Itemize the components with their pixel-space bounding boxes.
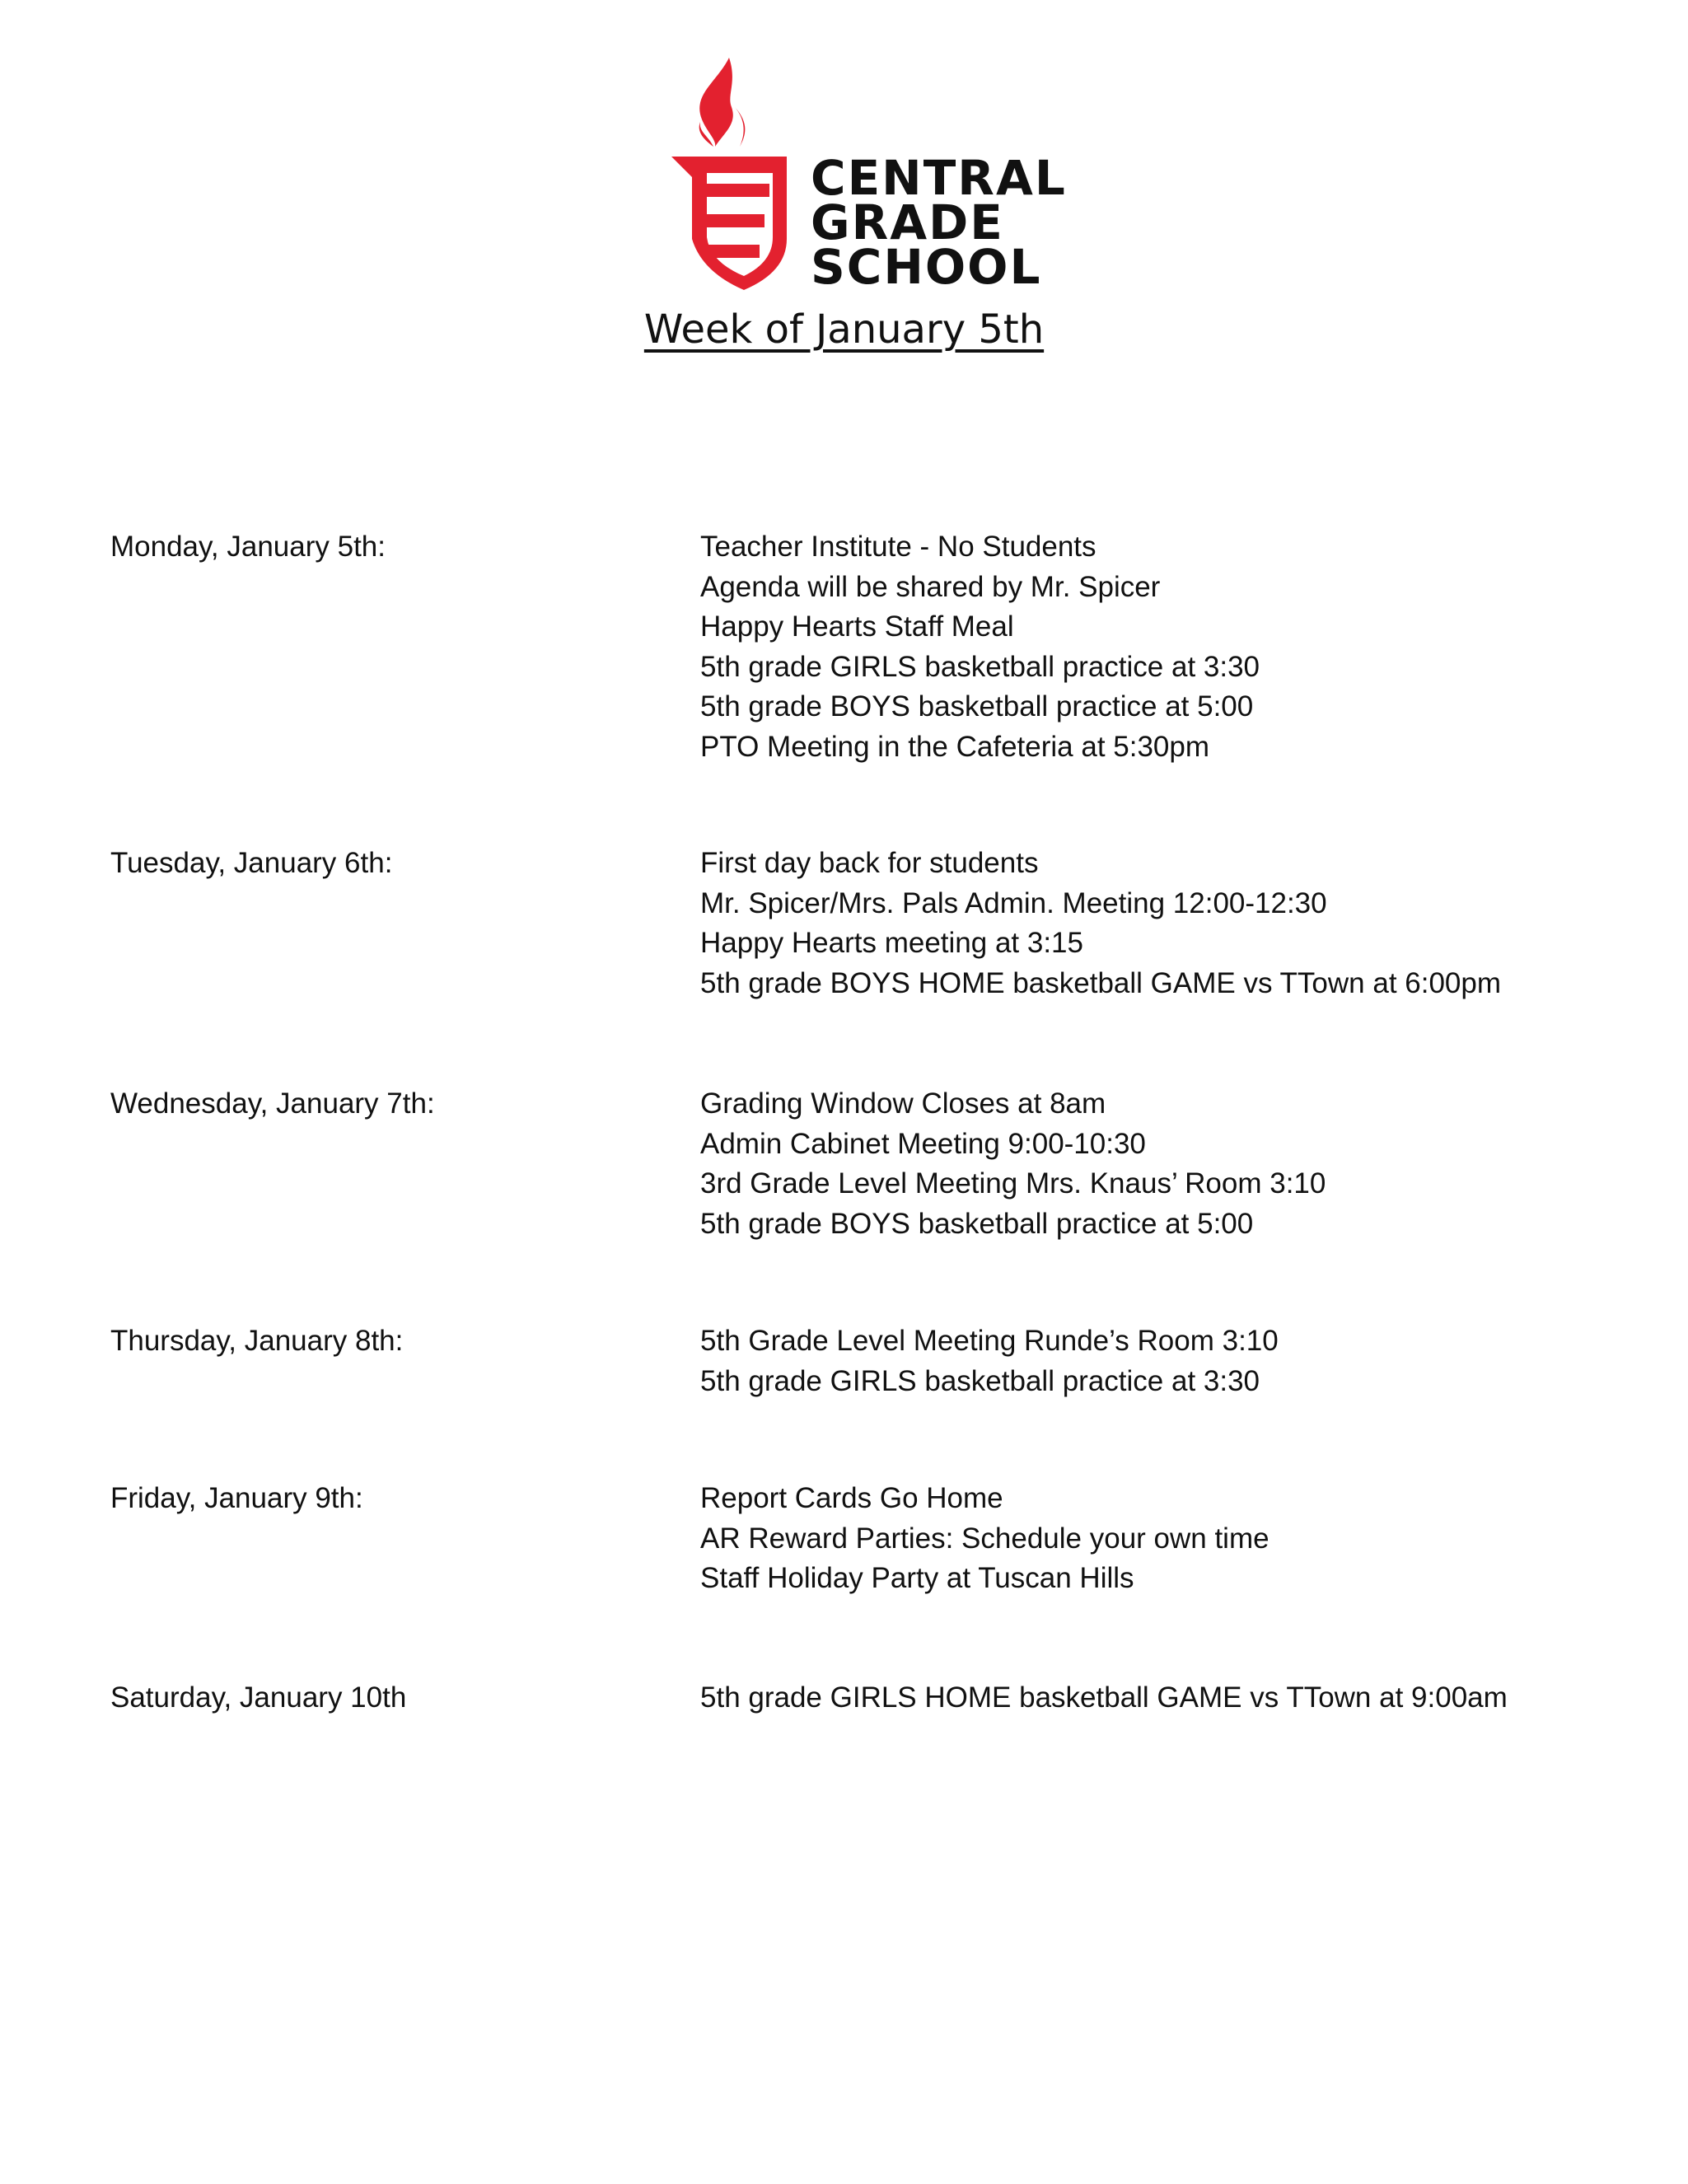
event-item: 5th grade GIRLS HOME basketball GAME vs TTown at 9:00am (700, 1681, 1508, 1714)
event-list (700, 1479, 1270, 1599)
event-item: Agenda will be shared by Mr. Spicer (700, 570, 1161, 603)
day-label: Saturday, January 10th (110, 1681, 407, 1714)
event-item: 5th grade GIRLS basketball practice at 3:30 (700, 650, 1260, 683)
event-item: Report Cards Go Home (700, 1482, 1003, 1514)
event-list (700, 1084, 1326, 1244)
event-item: Grading Window Closes at 8am (700, 1087, 1106, 1120)
event-item: 5th grade BOYS HOME basketball GAME vs TTown at 6:00pm (700, 966, 1502, 999)
event-item: Happy Hearts Staff Meal (700, 610, 1014, 643)
event-item: PTO Meeting in the Cafeteria at 5:30pm (700, 730, 1210, 763)
event-item: 5th grade GIRLS basketball practice at 3:30 (700, 1364, 1260, 1397)
day-label: Monday, January 5th: (110, 531, 386, 563)
day-label: Friday, January 9th: (110, 1482, 363, 1514)
logo-text-line: SCHOOL (811, 239, 1042, 295)
event-item: First day back for students (700, 847, 1039, 879)
logo-text-line: CENTRAL (811, 150, 1067, 206)
event-item: Admin Cabinet Meeting 9:00-10:30 (700, 1127, 1146, 1160)
day-label: Wednesday, January 7th: (110, 1087, 435, 1120)
event-item: Staff Holiday Party at Tuscan Hills (700, 1562, 1134, 1594)
logo-text-line: GRADE (811, 194, 1004, 250)
day-label: Tuesday, January 6th: (110, 847, 393, 879)
event-item: 5th grade BOYS basketball practice at 5:00 (700, 1207, 1254, 1240)
event-item: AR Reward Parties: Schedule your own time (700, 1522, 1270, 1555)
day-label: Thursday, January 8th: (110, 1325, 404, 1357)
event-item: 5th Grade Level Meeting Runde’s Room 3:10 (700, 1325, 1279, 1357)
event-item: Happy Hearts meeting at 3:15 (700, 927, 1083, 959)
event-list (700, 527, 1260, 767)
page-title: Week of January 5th (643, 306, 1045, 353)
event-item: Teacher Institute - No Students (700, 531, 1096, 563)
event-item: 3rd Grade Level Meeting Mrs. Knaus’ Room 3:10 (700, 1167, 1326, 1200)
event-item: Mr. Spicer/Mrs. Pals Admin. Meeting 12:00-12:30 (700, 886, 1327, 919)
event-list (700, 1321, 1279, 1401)
event-list (700, 1678, 1508, 1719)
event-item: 5th grade BOYS basketball practice at 5:00 (700, 690, 1254, 723)
event-list (700, 844, 1501, 1003)
